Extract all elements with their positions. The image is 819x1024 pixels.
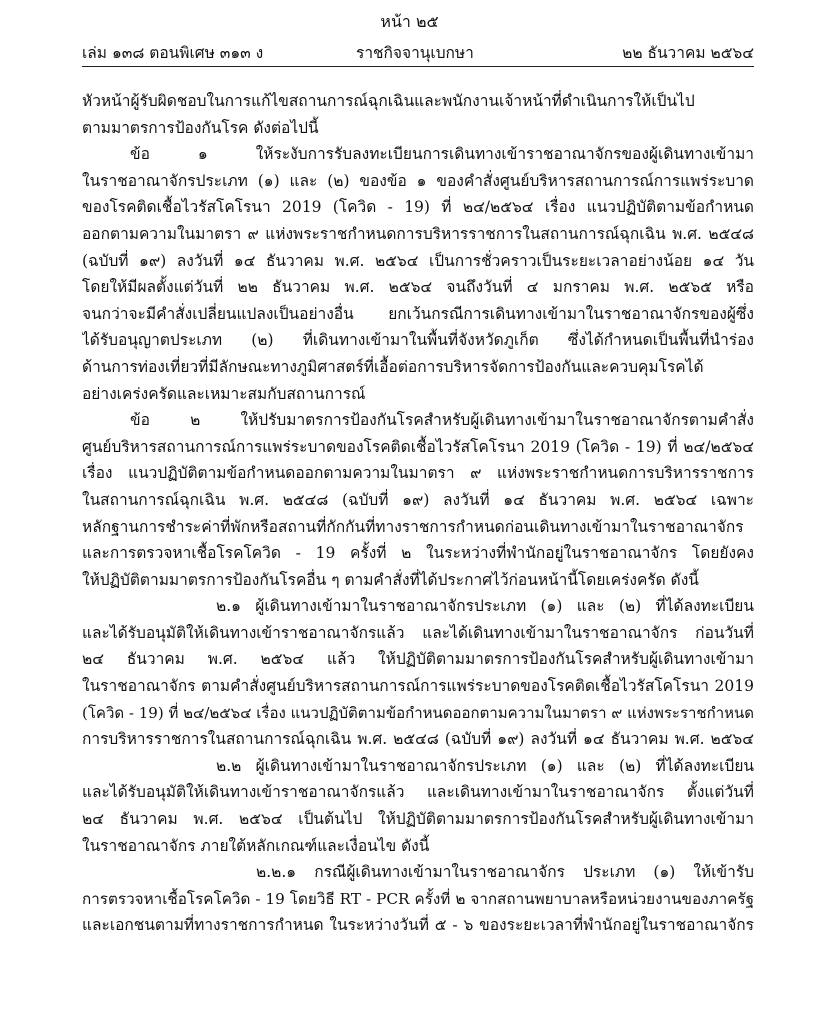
subclause-2-1-first-line: ๒.๑ ผู้เดินทางเข้ามาในราชอาณาจักรประเภท (๑) และ (๒) ที่ได้ลงทะเบียน	[216, 597, 754, 616]
page-header	[82, 40, 754, 62]
clause-1-first-line: ข้อ ๑ ให้ระงับการรับลงทะเบียนการเดินทางเข้าราชอาณาจักรของผู้เดินทางเข้ามา	[130, 145, 754, 164]
text-line: หลักฐานการชำระค่าที่พักหรือสถานที่กักกันที่ทางราชการกำหนดก่อนเดินทางเข้ามาในราชอาณาจักร	[82, 517, 744, 536]
text-line: จนกว่าจะมีคำสั่งเปลี่ยนแปลงเป็นอย่างอื่น ยกเว้นกรณีการเดินทางเข้ามาในราชอาณาจักรของผู้ซึ่ง	[82, 304, 754, 323]
text-line: ได้รับอนุญาตประเภท (๒) ที่เดินทางเข้ามาในพื้นที่จังหวัดภูเก็ต ซึ่งได้กำหนดเป็นพื้นที่นำร่อง	[82, 331, 754, 350]
text-line: ในราชอาณาจักร ภายใต้หลักเกณฑ์และเงื่อนไข ดังนี้	[82, 836, 430, 855]
text-line: การบริหารราชการในสถานการณ์ฉุกเฉิน พ.ศ. ๒๕๔๘ (ฉบับที่ ๑๙) ลงวันที่ ๑๔ ธันวาคม พ.ศ. ๒๕๖๔	[82, 730, 754, 749]
text-line: การตรวจหาเชื้อโรคโควิด - 19 โดยวิธี RT - PCR ครั้งที่ ๒ จากสถานพยาบาลหรือหน่วยงานของภาครัฐ	[82, 889, 754, 908]
header-volume: เล่ม ๑๓๘ ตอนพิเศษ ๓๑๓ ง	[82, 44, 264, 62]
text-line: ๒๔ ธันวาคม พ.ศ. ๒๕๖๔ เป็นต้นไป ให้ปฏิบัติตามมาตรการป้องกันโรคสำหรับผู้เดินทางเข้ามา	[82, 810, 754, 829]
text-line: ของโรคติดเชื้อไวรัสโคโรนา 2019 (โควิด - 19) ที่ ๒๔/๒๕๖๔ เรื่อง แนวปฏิบัติตามข้อกำหนด	[82, 198, 754, 217]
text-line: (ฉบับที่ ๑๙) ลงวันที่ ๑๔ ธันวาคม พ.ศ. ๒๕๖๔ เป็นการชั่วคราวเป็นระยะเวลาอย่างน้อย ๑๔ วัน	[82, 251, 754, 270]
text-line: หัวหน้าผู้รับผิดชอบในการแก้ไขสถานการณ์ฉุกเฉินและพนักงานเจ้าหน้าที่ดำเนินการให้เป็นไป	[82, 92, 695, 110]
text-line: ตามมาตรการป้องกันโรค ดังต่อไปนี้	[82, 118, 319, 137]
text-line: ให้ปฏิบัติตามมาตรการป้องกันโรคอื่น ๆ ตามคำสั่งที่ได้ประกาศไว้ก่อนหน้านี้โดยเคร่งครัด ดังนี้	[82, 570, 699, 589]
text-line: ในสถานการณ์ฉุกเฉิน พ.ศ. ๒๕๔๘ (ฉบับที่ ๑๙) ลงวันที่ ๑๔ ธันวาคม พ.ศ. ๒๕๖๔ เฉพาะ	[82, 490, 754, 509]
text-line: เรื่อง แนวปฏิบัติตามข้อกำหนดออกตามความในมาตรา ๙ แห่งพระราชกำหนดการบริหารราชการ	[82, 464, 754, 483]
subclause-2-2-first-line: ๒.๒ ผู้เดินทางเข้ามาในราชอาณาจักรประเภท (๑) และ (๒) ที่ได้ลงทะเบียน	[216, 756, 754, 775]
text-line: และได้รับอนุมัติให้เดินทางเข้าราชอาณาจักรแล้ว และเดินทางเข้ามาในราชอาณาจักร ตั้งแต่วันที่	[82, 783, 754, 802]
text-line: โดยให้มีผลตั้งแต่วันที่ ๒๒ ธันวาคม พ.ศ. ๒๕๖๔ จนถึงวันที่ ๔ มกราคม พ.ศ. ๒๕๖๕ หรือ	[82, 278, 754, 297]
text-line: ในราชอาณาจักรประเภท (๑) และ (๒) ของข้อ ๑ ของคำสั่งศูนย์บริหารสถานการณ์การแพร่ระบาด	[82, 171, 754, 190]
text-line: ออกตามความในมาตรา ๙ แห่งพระราชกำหนดการบริหารราชการในสถานการณ์ฉุกเฉิน พ.ศ. ๒๕๔๘	[82, 224, 754, 243]
text-line: ด้านการท่องเที่ยวที่มีลักษณะทางภูมิศาสตร์ที่เอื้อต่อการบริหารจัดการป้องกันและควบคุมโรคได้	[82, 357, 704, 376]
header-date: ๒๒ ธันวาคม ๒๕๖๔	[622, 44, 754, 62]
text-line: (โควิด - 19) ที่ ๒๔/๒๕๖๔ เรื่อง แนวปฏิบัติตามข้อกำหนดออกตามความในมาตรา ๙ แห่งพระราชกำหนด	[82, 703, 754, 722]
clause-2-first-line: ข้อ ๒ ให้ปรับมาตรการป้องกันโรคสำหรับผู้เดินทางเข้ามาในราชอาณาจักรตามคำสั่ง	[130, 411, 754, 430]
header-gazette-title: ราชกิจจานุเบกษา	[356, 44, 474, 62]
text-line: และเอกชนตามที่ทางราชการกำหนด ในระหว่างวันที่ ๕ - ๖ ของระยะเวลาที่พำนักอยู่ในราชอาณาจักร	[82, 916, 754, 935]
text-line: ๒๔ ธันวาคม พ.ศ. ๒๕๖๔ แล้ว ให้ปฏิบัติตามมาตรการป้องกันโรคสำหรับผู้เดินทางเข้ามา	[82, 650, 754, 669]
header-divider	[82, 66, 754, 67]
text-line: และได้รับอนุมัติให้เดินทางเข้าราชอาณาจักรแล้ว และได้เดินทางเข้ามาในราชอาณาจักร ก่อนวันที่	[82, 623, 754, 642]
text-line: ศูนย์บริหารสถานการณ์การแพร่ระบาดของโรคติดเชื้อไวรัสโคโรนา 2019 (โควิด - 19) ที่ ๒๔/๒๕๖๔	[82, 437, 754, 456]
document-body	[82, 88, 754, 939]
subclause-2-2-1-first-line: ๒.๒.๑ กรณีผู้เดินทางเข้ามาในราชอาณาจักร ประเภท (๑) ให้เข้ารับ	[256, 863, 754, 882]
page-number: หน้า ๒๕	[380, 12, 439, 31]
text-line: ในราชอาณาจักร ตามคำสั่งศูนย์บริหารสถานการณ์การแพร่ระบาดของโรคติดเชื้อไวรัสโคโรนา 2019	[82, 677, 754, 696]
text-line: และการตรวจหาเชื้อโรคโควิด - 19 ครั้งที่ ๒ ในระหว่างที่พำนักอยู่ในราชอาณาจักร โดยยังคง	[82, 544, 754, 563]
text-line: อย่างเคร่งครัดและเหมาะสมกับสถานการณ์	[82, 384, 366, 403]
